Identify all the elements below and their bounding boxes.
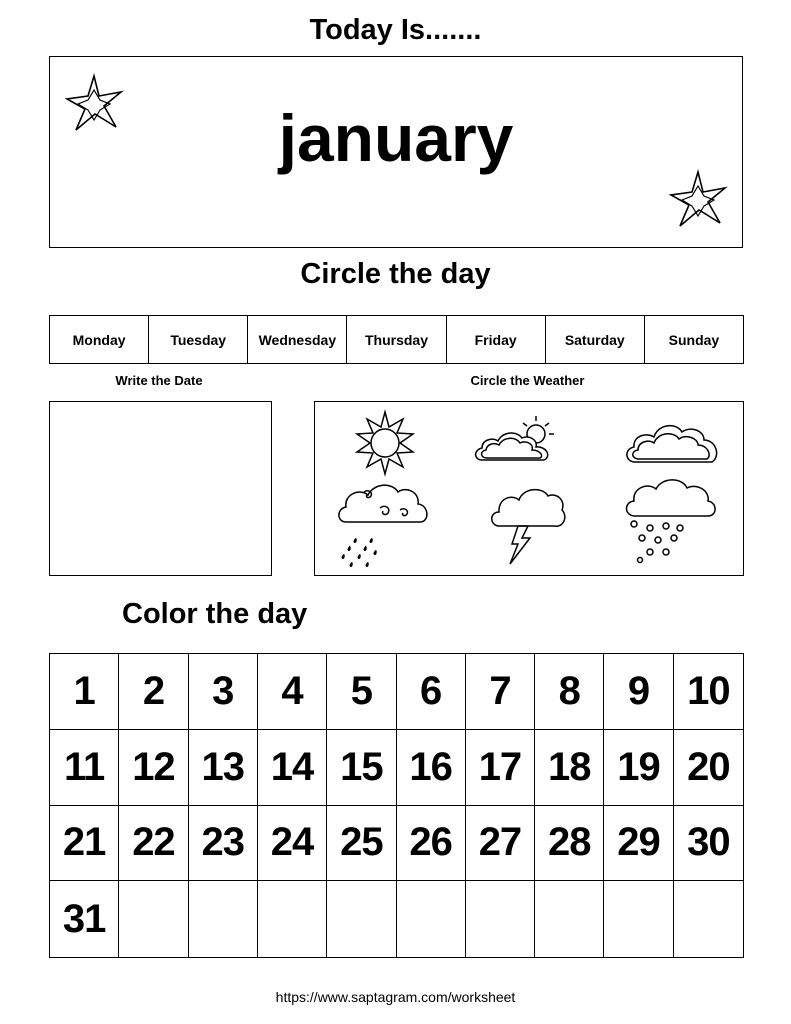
calendar-date-cell[interactable]: 9 (604, 654, 673, 730)
page-title: Today Is....... (309, 14, 482, 46)
calendar-empty-cell (535, 881, 604, 957)
calendar-empty-cell (189, 881, 258, 957)
calendar-date-cell[interactable]: 13 (189, 730, 258, 806)
calendar-date-cell[interactable]: 27 (466, 806, 535, 882)
circle-day-title: Circle the day (300, 258, 491, 290)
calendar-date-cell[interactable]: 7 (466, 654, 535, 730)
month-name: january (278, 101, 514, 175)
calendar-date-cell[interactable]: 11 (50, 730, 119, 806)
calendar-date-cell[interactable]: 24 (258, 806, 327, 882)
calendar-date-cell[interactable]: 22 (119, 806, 188, 882)
day-saturday[interactable]: Saturday (546, 316, 645, 363)
calendar-date-cell[interactable]: 31 (50, 881, 119, 957)
calendar-empty-cell (119, 881, 188, 957)
calendar-empty-cell (604, 881, 673, 957)
calendar-date-cell[interactable]: 28 (535, 806, 604, 882)
calendar-date-cell[interactable]: 3 (189, 654, 258, 730)
thunderstorm-icon[interactable] (488, 482, 566, 568)
sun-icon[interactable] (352, 410, 418, 476)
cloud-icon[interactable] (624, 414, 722, 468)
calendar-date-cell[interactable]: 18 (535, 730, 604, 806)
date-write-box[interactable] (49, 401, 272, 576)
day-wednesday[interactable]: Wednesday (248, 316, 347, 363)
calendar-date-cell[interactable]: 16 (397, 730, 466, 806)
calendar-date-cell[interactable]: 8 (535, 654, 604, 730)
calendar-date-cell[interactable]: 21 (50, 806, 119, 882)
rain-icon[interactable] (334, 478, 430, 570)
calendar-date-cell[interactable]: 4 (258, 654, 327, 730)
calendar-date-cell[interactable]: 15 (327, 730, 396, 806)
calendar-date-cell[interactable]: 23 (189, 806, 258, 882)
calendar-date-cell[interactable]: 2 (119, 654, 188, 730)
day-monday[interactable]: Monday (50, 316, 149, 363)
calendar-date-cell[interactable]: 1 (50, 654, 119, 730)
circle-weather-label: Circle the Weather (470, 373, 585, 388)
calendar-date-cell[interactable]: 29 (604, 806, 673, 882)
calendar-date-cell[interactable]: 26 (397, 806, 466, 882)
calendar-date-cell[interactable]: 12 (119, 730, 188, 806)
snow-icon[interactable] (622, 474, 718, 570)
star-icon (668, 170, 728, 230)
calendar-date-cell[interactable]: 14 (258, 730, 327, 806)
day-sunday[interactable]: Sunday (668, 331, 720, 348)
calendar-grid (49, 653, 744, 958)
calendar-empty-cell (674, 881, 743, 957)
calendar-empty-cell (258, 881, 327, 957)
day-thursday[interactable]: Thursday (347, 316, 446, 363)
color-day-title: Color the day (122, 598, 308, 630)
days-row (49, 315, 744, 364)
calendar-date-cell[interactable]: 30 (674, 806, 743, 882)
partly-cloudy-icon[interactable] (472, 410, 564, 468)
write-date-label: Write the Date (115, 373, 203, 388)
calendar-date-cell[interactable]: 19 (604, 730, 673, 806)
calendar-date-cell[interactable]: 25 (327, 806, 396, 882)
calendar-date-cell[interactable]: 10 (674, 654, 743, 730)
calendar-empty-cell (327, 881, 396, 957)
day-tuesday[interactable]: Tuesday (149, 316, 248, 363)
calendar-date-cell[interactable]: 20 (674, 730, 743, 806)
day-friday[interactable]: Friday (447, 316, 546, 363)
calendar-date-cell[interactable]: 17 (466, 730, 535, 806)
calendar-date-cell[interactable]: 6 (397, 654, 466, 730)
footer-url[interactable]: https://www.saptagram.com/worksheet (275, 989, 516, 1005)
calendar-empty-cell (397, 881, 466, 957)
calendar-date-cell[interactable]: 5 (327, 654, 396, 730)
calendar-empty-cell (466, 881, 535, 957)
